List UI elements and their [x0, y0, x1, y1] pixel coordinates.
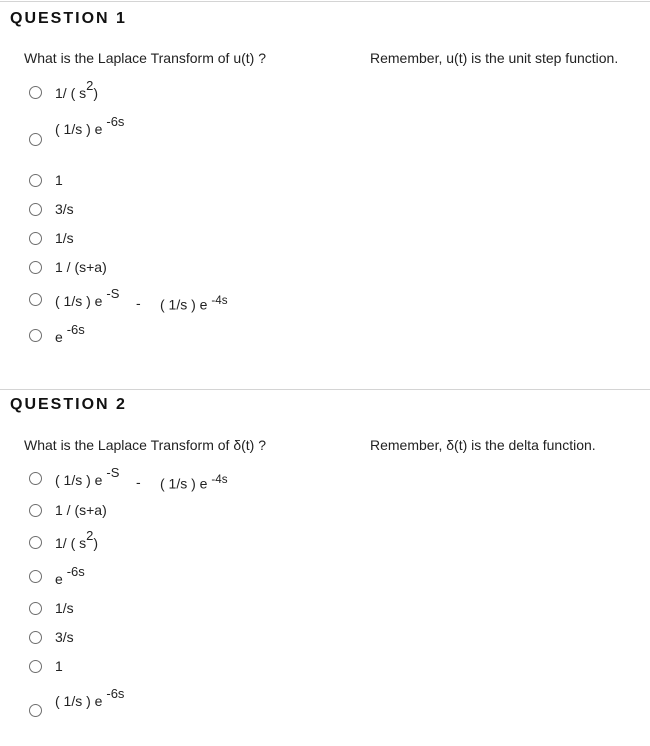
question-2-title: QUESTION 2 — [10, 396, 127, 413]
option-label: 1/ ( $s^2$) — [55, 528, 99, 551]
question-2-note: Remember, δ(t) is the delta function. — [370, 437, 596, 453]
q2-option-3[interactable] — [0, 528, 650, 552]
question-1-prompt: What is the Laplace Transform of u(t) ? — [24, 50, 266, 66]
option-label: 1 / (s+a) — [55, 502, 107, 518]
option-label: ( 1/s ) e $^{-6s}$ — [55, 686, 125, 709]
q1-option-2[interactable] — [0, 115, 650, 135]
radio-button[interactable] — [29, 174, 42, 187]
section-divider — [0, 389, 650, 390]
q2-option-7[interactable] — [0, 656, 650, 676]
option-label: 1 / (s+a) — [55, 259, 107, 275]
option-label: ( 1/s ) e $^{-S}$ — [55, 286, 120, 309]
radio-button[interactable] — [29, 536, 42, 549]
minus-sign: - — [136, 295, 141, 311]
radio-button[interactable] — [29, 293, 42, 306]
option-label-second-term: ( 1/s ) e $^{-4s}$ — [160, 473, 228, 492]
radio-button[interactable] — [29, 570, 42, 583]
option-label: 1 — [55, 658, 63, 674]
q1-option-8[interactable] — [0, 322, 650, 345]
radio-button[interactable] — [29, 631, 42, 644]
q2-option-8[interactable] — [0, 688, 650, 708]
q1-option-3[interactable] — [0, 170, 650, 190]
radio-button[interactable] — [29, 261, 42, 274]
q2-option-4[interactable] — [0, 564, 650, 587]
radio-button[interactable] — [29, 329, 42, 342]
radio-button[interactable] — [29, 602, 42, 615]
radio-button[interactable] — [29, 203, 42, 216]
q2-option-5[interactable] — [0, 598, 650, 618]
option-label: 1/s — [55, 600, 74, 616]
q2-option-2[interactable] — [0, 500, 650, 520]
option-label: e $^{-6s}$ — [55, 322, 85, 345]
option-label: 1 — [55, 172, 63, 188]
radio-button[interactable] — [29, 232, 42, 245]
radio-button[interactable] — [29, 472, 42, 485]
radio-button[interactable] — [29, 704, 42, 717]
radio-button[interactable] — [29, 504, 42, 517]
top-divider — [0, 1, 650, 2]
q1-option-4[interactable] — [0, 199, 650, 219]
q2-option-1[interactable] — [0, 465, 650, 492]
radio-button[interactable] — [29, 133, 42, 146]
question-1-note: Remember, u(t) is the unit step function. — [370, 50, 619, 66]
option-label: ( 1/s ) e $^{-6s}$ — [55, 114, 125, 137]
q1-option-6[interactable] — [0, 257, 650, 277]
option-label: 3/s — [55, 201, 74, 217]
option-label: 3/s — [55, 629, 74, 645]
option-label: 1/s — [55, 230, 74, 246]
q1-option-5[interactable] — [0, 228, 650, 248]
radio-button[interactable] — [29, 86, 42, 99]
option-label: ( 1/s ) e $^{-S}$ — [55, 465, 120, 488]
q1-option-1[interactable] — [0, 78, 650, 102]
radio-button[interactable] — [29, 660, 42, 673]
option-label: e $^{-6s}$ — [55, 564, 85, 587]
q2-option-6[interactable] — [0, 627, 650, 647]
option-label-second-term: ( 1/s ) e $^{-4s}$ — [160, 294, 228, 313]
question-2-prompt: What is the Laplace Transform of δ(t) ? — [24, 437, 266, 453]
question-1-title: QUESTION 1 — [10, 10, 127, 27]
minus-sign: - — [136, 474, 141, 490]
q1-option-7[interactable] — [0, 286, 650, 313]
option-label: 1/ ( $s^2$) — [55, 78, 99, 101]
